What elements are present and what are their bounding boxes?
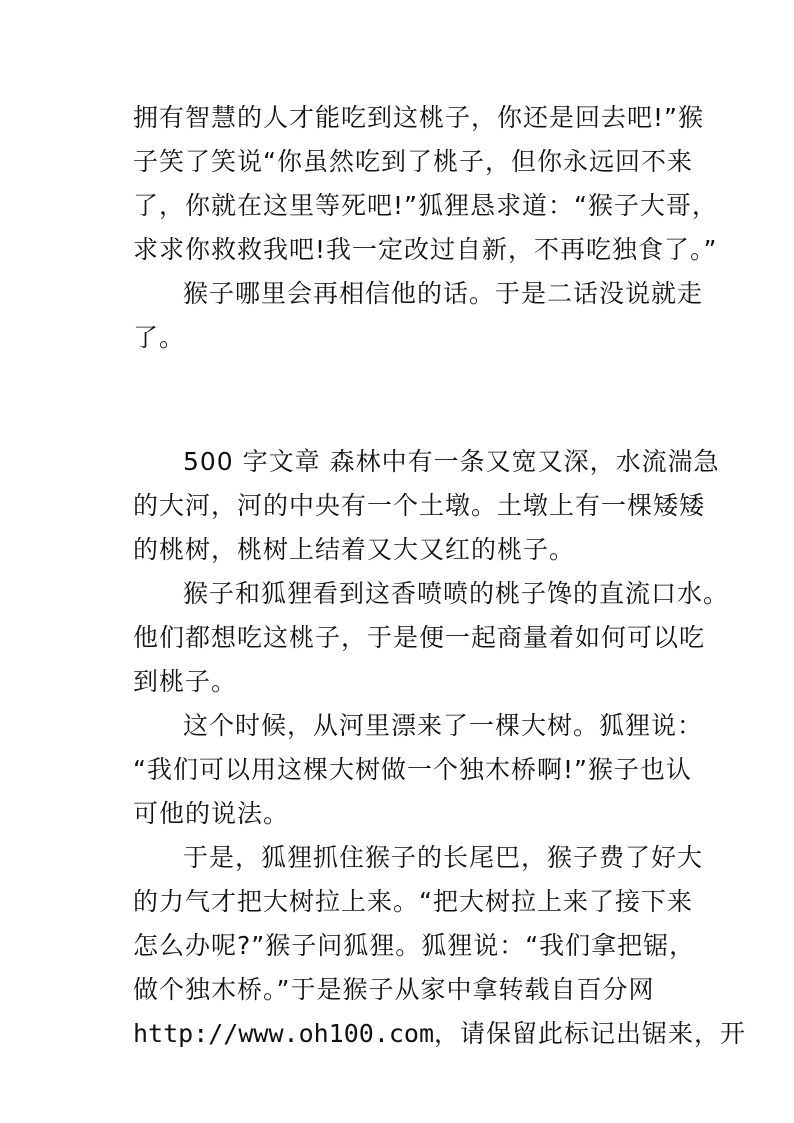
story-start-section (133, 440, 747, 1056)
text-line-with-url (133, 1012, 747, 1056)
paragraph-first-line: 猴子哪里会再相信他的话。于是二话没说就走 (183, 279, 704, 308)
text-line: 做个独木桥。”于是猴子从家中拿转载自百分网 (133, 975, 655, 1004)
text-line: 的力气才把大树拉上来。“把大树拉上来了接下来 (133, 887, 693, 916)
text-line: 怎么办呢?”猴子问狐狸。狐狸说：“我们拿把锯， (133, 931, 696, 960)
paragraph-first-line: 500 字文章 森林中有一条又宽又深，水流湍急 (183, 447, 720, 476)
story-ending-section (133, 96, 718, 360)
text-line: 他们都想吃这桃子，于是便一起商量着如何可以吃 (133, 623, 706, 652)
text-line: 求求你救救我吧!我一定改过自新，不再吃独食了。” (133, 235, 718, 264)
source-url: http://www.oh100.com (133, 1019, 435, 1048)
paragraph-first-line: 猴子和狐狸看到这香喷喷的桃子馋的直流口水。 (183, 579, 730, 608)
text-line: 的桃树，桃树上结着又大又红的桃子。 (133, 535, 576, 564)
text-line: 了。 (133, 323, 186, 352)
text-line: “我们可以用这棵大树做一个独木桥啊!”猴子也认 (133, 755, 692, 784)
text-line: 到桃子。 (133, 667, 238, 696)
url-trailing-text: ，请保留此标记出锯来，开 (434, 1019, 747, 1048)
text-line: 了，你就在这里等死吧!”狐狸恳求道：“猴子大哥， (133, 191, 718, 220)
text-line: 可他的说法。 (133, 799, 290, 828)
text-line: 的大河，河的中央有一个土墩。土墩上有一棵矮矮 (133, 491, 706, 520)
text-line: 子笑了笑说“你虽然吃到了桃子，但你永远回不来 (133, 147, 693, 176)
paragraph-first-line: 这个时候，从河里漂来了一棵大树。狐狸说： (183, 711, 704, 740)
text-line: 拥有智慧的人才能吃到这桃子，你还是回去吧!”猴 (133, 103, 704, 132)
paragraph-first-line: 于是，狐狸抓住猴子的长尾巴，猴子费了好大 (183, 843, 704, 872)
